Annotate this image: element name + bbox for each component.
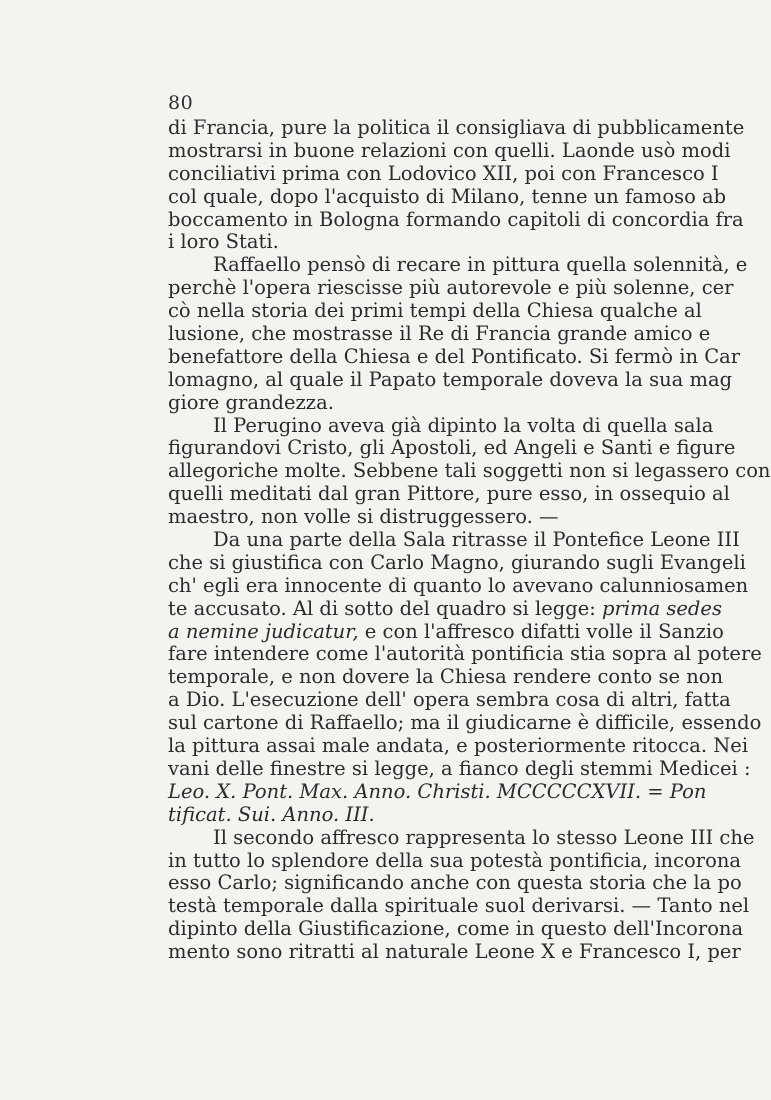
text-line xyxy=(168,804,728,827)
text-line xyxy=(168,917,744,941)
text-line xyxy=(168,734,749,758)
text-line xyxy=(168,459,771,483)
text-line xyxy=(168,550,746,575)
line-text: mostrarsi in buone relazioni con quelli. Laonde usò modi xyxy=(168,138,731,162)
text-line xyxy=(168,367,733,392)
line-text: i loro Stati. xyxy=(168,230,279,254)
line-text: allegoriche molte. Sebbene tali soggetti non si legassero con xyxy=(168,459,771,483)
text-line xyxy=(168,642,762,666)
body-text xyxy=(168,116,771,964)
text-line xyxy=(168,573,749,598)
line-text: di Francia, pure la politica il consigliava di pubblicamente xyxy=(168,116,745,139)
line-text: la pittura assai male andata, e posteriormente ritocca. Nei xyxy=(168,734,749,758)
text-line xyxy=(168,894,750,918)
italic-text: Leo. X. Pont. Max. Anno. Christi. MCCCCCXVII. = Pon xyxy=(168,779,707,803)
line-text: esso Carlo; significando anche con questa storia che la po xyxy=(168,871,742,895)
line-text: te accusato. Al di sotto del quadro si legge: xyxy=(168,596,603,620)
text-line xyxy=(168,848,742,873)
text-line xyxy=(168,598,728,621)
line-text: benefattore della Chiesa e del Pontificato. Si fermò in Car xyxy=(168,344,741,368)
line-text: perchè l'opera riescisse più autorevole e più solenne, cer xyxy=(168,276,734,300)
text-line xyxy=(168,871,742,895)
text-line xyxy=(168,186,728,209)
line-text: dipinto della Giustificazione, come in questo dell'Incorona xyxy=(168,917,744,941)
line-text: sul cartone di Raffaello; ma il giudicarne è difficile, essendo xyxy=(168,711,762,735)
text-line xyxy=(168,528,740,552)
text-line xyxy=(168,116,745,140)
line-text: Il Perugino aveva già dipinto la volta di quella sala xyxy=(213,413,714,437)
text-line xyxy=(168,781,728,804)
line-text: mento sono ritratti al naturale Leone X e Francesco I, per xyxy=(168,940,741,964)
line-text: lusione, che mostrasse il Re di Francia grande amico e xyxy=(168,322,711,346)
text-line xyxy=(168,300,728,323)
line-text: testà temporale dalla spirituale suol derivarsi. — Tanto nel xyxy=(168,894,750,918)
text-line xyxy=(168,825,755,850)
line-text: Il secondo affresco rappresenta lo stesso Leone III che xyxy=(213,825,755,849)
line-text: cò nella storia dei primi tempi della Chiesa qualche al xyxy=(168,299,702,323)
text-line xyxy=(168,207,744,232)
line-text: quelli meditati dal gran Pittore, pure esso, in ossequio al xyxy=(168,482,730,506)
line-text: conciliativi prima con Lodovico XII, poi con Francesco I xyxy=(168,161,719,185)
text-line xyxy=(168,276,734,300)
line-text: Da una parte della Sala ritrasse il Pontefice Leone III xyxy=(213,528,740,552)
text-line xyxy=(168,756,751,781)
text-line xyxy=(168,163,728,186)
line-text: lomagno, al quale il Papato temporale doveva la sua mag xyxy=(168,367,733,391)
text-line xyxy=(168,506,728,529)
line-text: ch' egli era innocente di quanto lo avevano calunniosamen xyxy=(168,573,749,597)
italic-text: a nemine judicatur, xyxy=(168,619,359,643)
line-text: in tutto lo splendore della sua potestà pontificia, incorona xyxy=(168,848,742,872)
line-text: fare intendere come l'autorità pontificia stia sopra al potere xyxy=(168,642,762,666)
text-line xyxy=(168,323,728,346)
text-line xyxy=(168,483,728,506)
text-line xyxy=(168,436,736,460)
line-text: Raffaello pensò di recare in pittura quella solennità, e xyxy=(213,253,748,277)
line-text: che si giustifica con Carlo Magno, giurando sugli Evangeli xyxy=(168,550,746,574)
text-line xyxy=(168,392,728,415)
line-text: temporale, e non dovere la Chiesa rendere conto se non xyxy=(168,665,724,689)
text-line xyxy=(168,621,728,644)
text-line xyxy=(168,666,728,689)
text-line xyxy=(168,940,741,964)
line-text: col quale, dopo l'acquisto di Milano, tenne un famoso ab xyxy=(168,184,727,208)
text-line xyxy=(168,415,728,438)
italic-text: tificat. Sui. Anno. III. xyxy=(168,802,375,826)
line-text: giore grandezza. xyxy=(168,390,334,414)
line-text: maestro, non volle si distruggessero. — xyxy=(168,505,559,529)
text-line xyxy=(168,688,731,712)
italic-text: prima sedes xyxy=(602,596,722,620)
text-line xyxy=(168,253,748,277)
page-number: 80 xyxy=(168,92,194,114)
line-text: e con l'affresco difatti volle il Sanzio xyxy=(358,619,724,643)
text-line xyxy=(168,138,731,163)
text-line xyxy=(168,711,762,735)
text-line xyxy=(168,231,728,254)
line-text: boccamento in Bologna formando capitoli di concordia fra xyxy=(168,207,744,231)
line-text: vani delle finestre si legge, a fianco degli stemmi Medicei : xyxy=(168,756,751,780)
text-line xyxy=(168,344,741,369)
line-text: figurandovi Cristo, gli Apostoli, ed Angeli e Santi e figure xyxy=(168,436,736,460)
line-text: a Dio. L'esecuzione dell' opera sembra cosa di altri, fatta xyxy=(168,688,731,712)
